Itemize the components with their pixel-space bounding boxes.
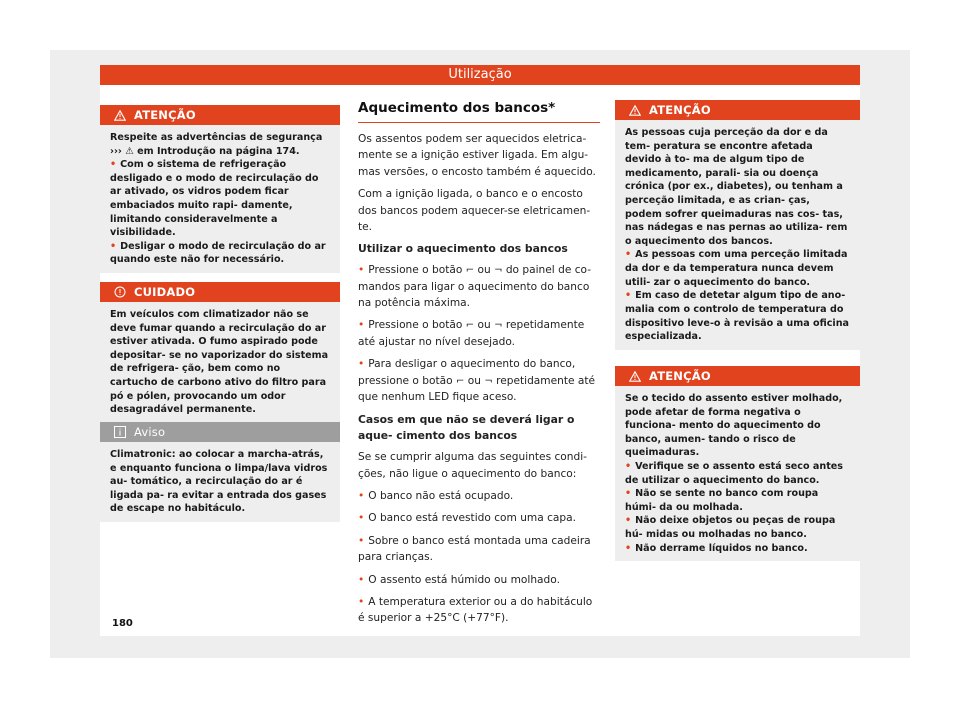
list-item: • Pressione o botão ⌐ ou ¬ repetidamente até ajustar no nível desejado. <box>358 319 585 348</box>
subheading: Casos em que não se deverá ligar o aque- cimento dos bancos <box>358 412 575 443</box>
caution-box <box>100 282 340 423</box>
list-item: • Não derrame líquidos no banco. <box>625 542 808 554</box>
subheading: Utilizar o aquecimento dos bancos <box>358 242 568 256</box>
caution-header <box>100 282 340 302</box>
seat-heat-passenger-icon: ¬ <box>484 375 493 387</box>
list-item: • O banco está revestido com uma capa. <box>358 512 577 525</box>
warning-header <box>615 100 860 120</box>
bullet-icon: • <box>358 319 365 332</box>
list-item: • O assento está húmido ou molhado. <box>358 573 560 586</box>
warning-heading: ATENÇÃO <box>134 107 196 122</box>
warning-heading: ATENÇÃO <box>649 368 711 383</box>
warning-triangle-icon <box>114 110 126 121</box>
warning-header <box>615 366 860 386</box>
list-item: • A temperatura exterior ou a do habitáculo é superior a +25°C (+77°F). <box>358 596 593 625</box>
list-item: • Com o sistema de refrigeração desligado e o modo de recirculação do ar ativado, os vidros podem ficar embaciados muito rapi- damente, limitando consideravelmente a visibilidade. <box>110 159 319 239</box>
warning-intro: Se o tecido do assento estiver molhado, pode afetar de forma negativa o funciona- mento do aquecimento do banco, aumen- tando o risco de queimaduras. <box>625 393 843 459</box>
bullet-icon: • <box>625 290 632 302</box>
chapter-header: Utilização <box>100 65 860 85</box>
bullet-icon: • <box>625 461 632 473</box>
list-item: • Verifique se o assento está seco antes de utilizar o aquecimento do banco. <box>625 461 844 486</box>
seat-heat-passenger-icon: ¬ <box>494 320 503 332</box>
info-circle-icon <box>114 286 126 298</box>
warning-triangle-icon <box>629 105 641 116</box>
bullet-icon: • <box>625 515 632 527</box>
paragraph: Com a ignição ligada, o banco e o encosto dos bancos podem aquecer-se eletricamen- te. <box>358 188 591 234</box>
note-heading: Aviso <box>134 424 166 439</box>
bullet-icon: • <box>358 534 365 547</box>
seat-heat-passenger-icon: ¬ <box>494 265 503 277</box>
bullet-icon: • <box>358 264 365 277</box>
warning-box-recirculation <box>100 105 340 273</box>
warning-heading: ATENÇÃO <box>649 102 711 117</box>
warning-intro: As pessoas cuja perceção da dor e da tem- peratura se encontre afetada devido à to- ma de algum tipo de medicamento, parali- sia ou doença crónica (por ex., diabetes), ou tenham a perceção limitada, e as crian- ças, podem sofrer queimaduras nas cos- tas, nas nádegas e nas pernas ao utiliza- rem o aquecimento dos bancos. <box>625 127 848 247</box>
bullet-icon: • <box>358 358 365 371</box>
page-content <box>100 85 860 636</box>
info-square-icon <box>114 426 126 438</box>
paragraph: Os assentos podem ser aquecidos eletrica- mente se a ignição estiver ligada. Em algu- mas versões, o encosto também é aquecido. <box>358 133 596 178</box>
list-item: • Para desligar o aquecimento do banco, pressione o botão ⌐ ou ¬ repetidamente até que nenhum LED fique aceso. <box>358 358 596 404</box>
bullet-icon: • <box>358 573 365 586</box>
seat-heat-driver-icon: ⌐ <box>455 375 465 387</box>
list-item: • Pressione o botão ⌐ ou ¬ do painel de co- mandos para ligar o aquecimento do banco na potência máxima. <box>358 264 592 310</box>
section-title: Aquecimento dos bancos* <box>358 100 556 116</box>
bullet-icon: • <box>110 240 117 252</box>
warning-box-perception <box>615 100 860 350</box>
list-item: • Sobre o banco está montada uma cadeira para crianças. <box>358 534 591 564</box>
bullet-icon: • <box>358 596 365 609</box>
bullet-icon: • <box>358 512 365 525</box>
warning-header <box>100 105 340 125</box>
title-divider <box>358 122 600 123</box>
caution-heading: CUIDADO <box>134 284 196 299</box>
seat-heat-driver-icon: ⌐ <box>465 320 475 332</box>
list-item: • O banco não está ocupado. <box>358 489 514 502</box>
paragraph: Se se cumprir alguma das seguintes condi- ções, não ligue o aquecimento do banco: <box>358 451 587 480</box>
note-header <box>100 422 340 442</box>
list-item: • As pessoas com uma perceção limitada da dor e da temperatura nunca devem utili- zar o aquecimento do banco. <box>625 249 848 288</box>
warning-box-wet-fabric <box>615 366 860 561</box>
warning-triangle-icon <box>629 371 641 382</box>
list-item: • Em caso de detetar algum tipo de ano- malia com o controlo de temperatura do dispositivo leve-o à revisão a uma oficina especializada. <box>625 290 849 343</box>
bullet-icon: • <box>625 249 632 261</box>
list-item: • Não deixe objetos ou peças de roupa hú- midas ou molhadas no banco. <box>625 515 836 541</box>
warning-intro: Respeite as advertências de segurança <box>110 132 323 143</box>
list-item: • Não se sente no banco com roupa húmi- da ou molhada. <box>625 488 819 513</box>
bullet-icon: • <box>625 488 632 500</box>
list-item: • Desligar o modo de recirculação do ar quando este não for necessário. <box>110 240 326 266</box>
bullet-icon: • <box>358 489 365 502</box>
caution-text: Em veículos com climatizador não se deve fumar quando a recirculação do ar estiver ativada. O fumo aspirado pode depositar- se no vaporizador do sistema de refrigera- ção, bem como no cartucho de carbono ativo do filtro para pó e pólen, provocando um odor desagradável permanente. <box>110 309 329 416</box>
bullet-icon: • <box>625 542 632 554</box>
cross-reference-link[interactable]: ››› ⚠ em Introdução na página 174. <box>110 145 300 157</box>
bullet-icon: • <box>110 159 117 171</box>
page-number: 180 <box>112 618 133 629</box>
note-text: Climatronic: ao colocar a marcha-atrás, e enquanto funciona o limpa/lava vidros au- tomático, a recirculação do ar é ligada pa- ra evitar a entrada dos gases de escape no habitáculo. <box>110 449 328 515</box>
seat-heat-driver-icon: ⌐ <box>465 265 475 277</box>
main-column <box>358 100 600 633</box>
note-box <box>100 422 340 522</box>
